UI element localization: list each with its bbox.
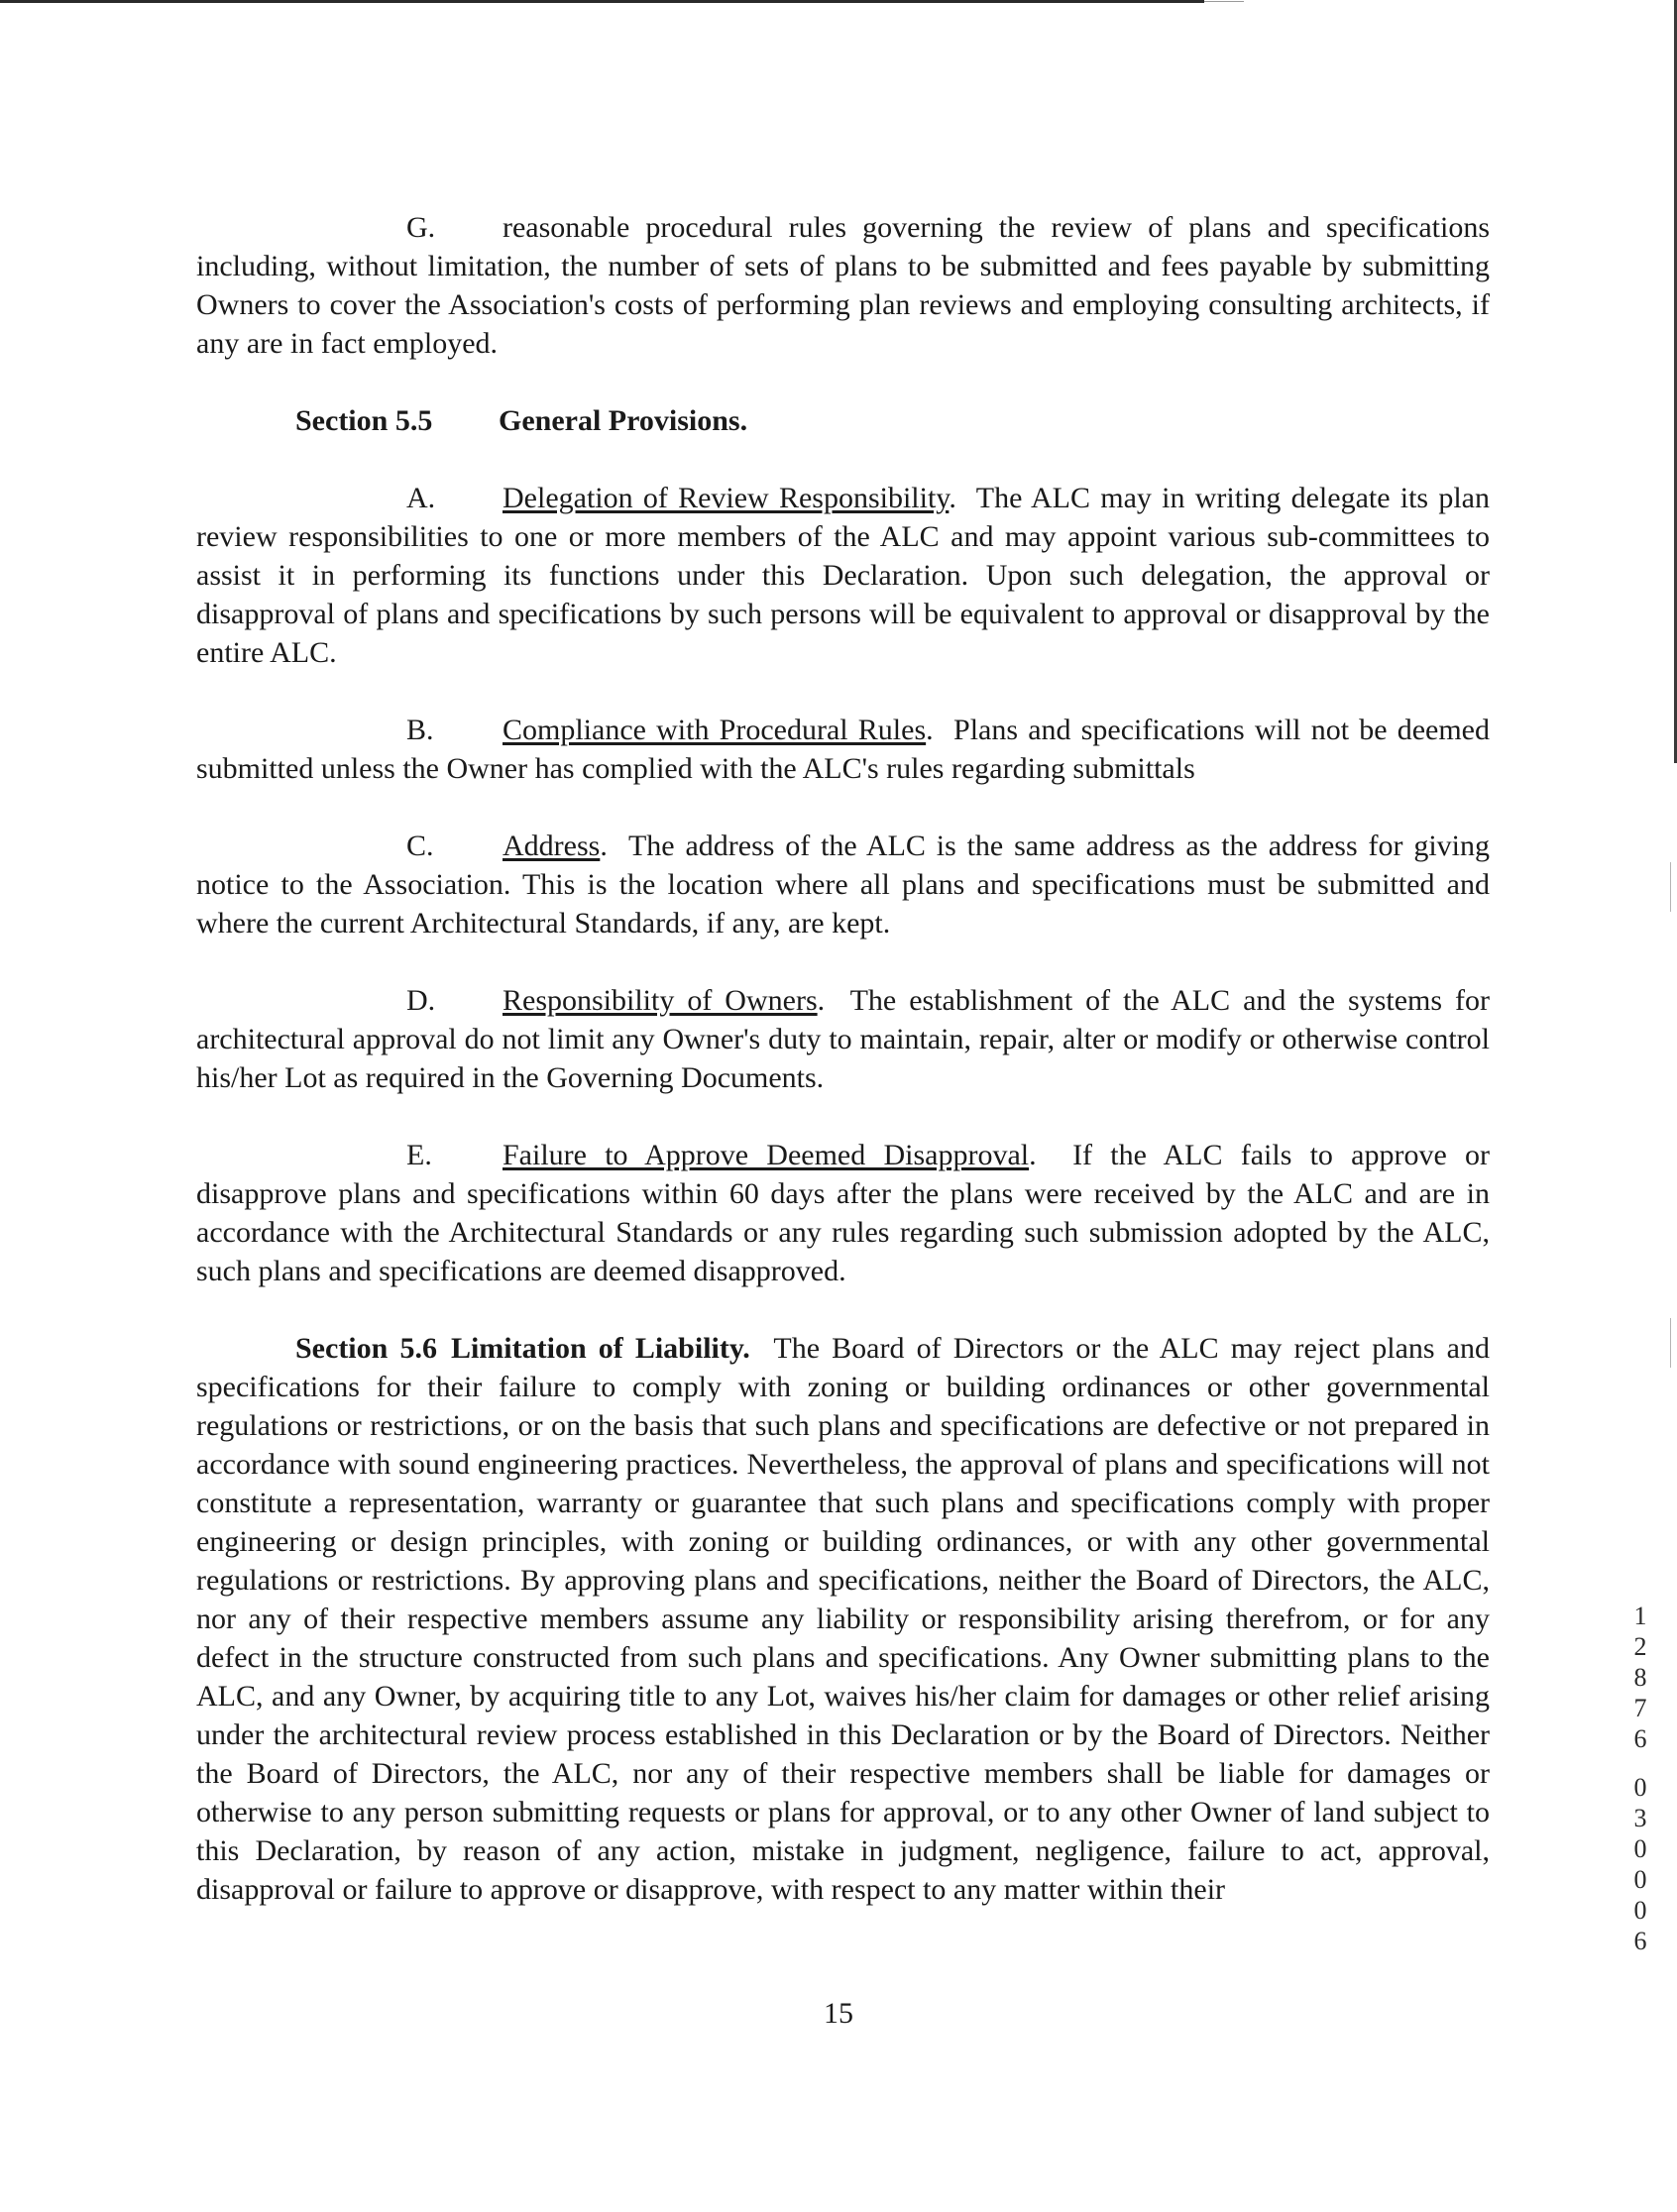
item-heading: Responsibility of Owners bbox=[503, 984, 818, 1017]
stamp-char: 0 bbox=[1633, 1773, 1647, 1802]
stamp-char: 0 bbox=[1633, 1896, 1647, 1925]
paragraph-text: The ALC may in writing delegate its plan review responsibilities to one or more members of the ALC and may appoint various sub-committees to assist it in performing its functions under this Declaration. Upon such delegation, the approval or disapproval of plans and specifications by such persons will be equivalent to approval or disapproval by the entire ALC. bbox=[196, 482, 1490, 669]
paragraph-g bbox=[196, 208, 1490, 363]
paragraph-text: If the ALC fails to approve or disapprove plans and specifications within 60 days after the plans were received by the ALC and are in accordance with the Architectural Standards or any rules regarding such submission adopted by the ALC, such plans and specifications are deemed disapproved. bbox=[196, 1139, 1490, 1287]
document-body bbox=[196, 208, 1490, 1909]
paragraph-text: The address of the ALC is the same address as the address for giving notice to the Association. This is the location where all plans and specifications must be submitted and where the current Architectural Standards, if any, are kept. bbox=[196, 830, 1490, 940]
paragraph-d: D. Responsibility of Owners. The establishment of the ALC and the systems for architectural approval do not limit any Owner's duty to maintain, repair, alter or modify or otherwise control his/her Lot as required in the Governing Documents. bbox=[196, 981, 1490, 1097]
item-label: C. bbox=[406, 830, 434, 862]
recording-stamp bbox=[1611, 1601, 1670, 1956]
section-number: Section 5.6 bbox=[295, 1332, 437, 1365]
paragraph-text: Plans and specifications will not be deemed submitted unless the Owner has complied with the ALC's rules regarding submittals bbox=[196, 714, 1491, 785]
paragraph-b: B. Compliance with Procedural Rules. Plans and specifications will not be deemed submitted unless the Owner has complied with the ALC's rules regarding submittals bbox=[196, 711, 1490, 788]
item-label: D. bbox=[406, 984, 436, 1017]
paragraph-c: C. Address. The address of the ALC is the same address as the address for giving notice to the Association. This is the location where all plans and specifications must be submitted and where the current Architectural Standards, if any, are kept. bbox=[196, 827, 1490, 942]
item-heading: Address bbox=[503, 830, 601, 862]
right-scan-tick bbox=[1670, 1318, 1671, 1368]
section-heading-5-5 bbox=[196, 401, 1490, 440]
top-scan-rule bbox=[0, 0, 1204, 3]
stamp-char: 6 bbox=[1633, 1724, 1647, 1753]
section-title: Limitation of Liability. bbox=[450, 1332, 750, 1365]
stamp-char: 2 bbox=[1633, 1632, 1647, 1661]
item-label: B. bbox=[406, 714, 434, 746]
item-label: G. bbox=[406, 211, 436, 244]
stamp-char: 7 bbox=[1633, 1694, 1647, 1722]
section-title: General Provisions. bbox=[499, 404, 748, 437]
item-heading: Failure to Approve Deemed Disapproval bbox=[503, 1139, 1030, 1171]
stamp-char: 0 bbox=[1633, 1834, 1647, 1863]
top-scan-rule-faint bbox=[1204, 1, 1244, 2]
page-number: 15 bbox=[824, 1997, 853, 2030]
stamp-char: 3 bbox=[1633, 1804, 1647, 1832]
item-label: A. bbox=[406, 482, 436, 514]
stamp-char: 6 bbox=[1633, 1927, 1647, 1955]
paragraph-text: The Board of Directors or the ALC may reject plans and specifications for their failure to comply with zoning or building ordinances or other governmental regulations or restrictions, or on the basis that such plans and specifications are defective or not prepared in accordance with sound engineering practices. Nevertheless, the approval of plans and specifications will not constitute a representation, warranty or guarantee that such plans and specifications comply with proper engineering or design principles, with zoning or building ordinances, or with any other governmental regulations or restrictions. By approving plans and specifications, neither the Board of Directors, the ALC, nor any of their respective members assume any liability or responsibility arising therefrom, or for any defect in the structure constructed from such plans and specifications. Any Owner submitting plans to the ALC, and any Owner, by acquiring title to any Lot, waives his/her claim for damages or other relief arising under the architectural review process established in this Declaration or by the Board of Directors. Neither the Board of Directors, the ALC, nor any of their respective members shall be liable for damages or otherwise to any person submitting requests or plans for approval, or to any other Owner of land subject to this Declaration, by reason of any action, mistake in judgment, negligence, failure to act, approval, disapproval or failure to approve or disapprove, with respect to any matter within their bbox=[196, 1332, 1491, 1906]
section-5-6 bbox=[196, 1329, 1490, 1909]
paragraph-a: A. Delegation of Review Responsibility. The ALC may in writing delegate its plan review responsibilities to one or more members of the ALC and may appoint various sub-committees to assist it in performing its functions under this Declaration. Upon such delegation, the approval or disapproval of plans and specifications by such persons will be equivalent to approval or disapproval by the entire ALC. bbox=[196, 479, 1490, 672]
stamp-gap bbox=[1611, 1754, 1670, 1772]
paragraph-e: E. Failure to Approve Deemed Disapproval. If the ALC fails to approve or disapprove plans and specifications within 60 days after the plans were received by the ALC and are in accordance with the Architectural Standards or any rules regarding such submission adopted by the ALC, such plans and specifications are deemed disapproved. bbox=[196, 1136, 1490, 1290]
stamp-char: 1 bbox=[1633, 1602, 1647, 1630]
item-heading: Delegation of Review Responsibility bbox=[503, 482, 950, 514]
right-scan-tick bbox=[1670, 862, 1671, 912]
paragraph-text: reasonable procedural rules governing the review of plans and specifications including, without limitation, the number of sets of plans to be submitted and fees payable by submitting Owners to cover the Association's costs of performing plan reviews and employing consulting architects, if any are in fact employed. bbox=[196, 211, 1490, 360]
stamp-char: 8 bbox=[1633, 1663, 1647, 1692]
section-number: Section 5.5 bbox=[295, 404, 433, 437]
item-label: E. bbox=[406, 1139, 432, 1171]
stamp-char: 0 bbox=[1633, 1865, 1647, 1894]
item-heading: Compliance with Procedural Rules bbox=[503, 714, 927, 746]
paragraph-text: The establishment of the ALC and the systems for architectural approval do not limit any Owner's duty to maintain, repair, alter or modify or otherwise control his/her Lot as required in the Governing Documents. bbox=[196, 984, 1490, 1094]
